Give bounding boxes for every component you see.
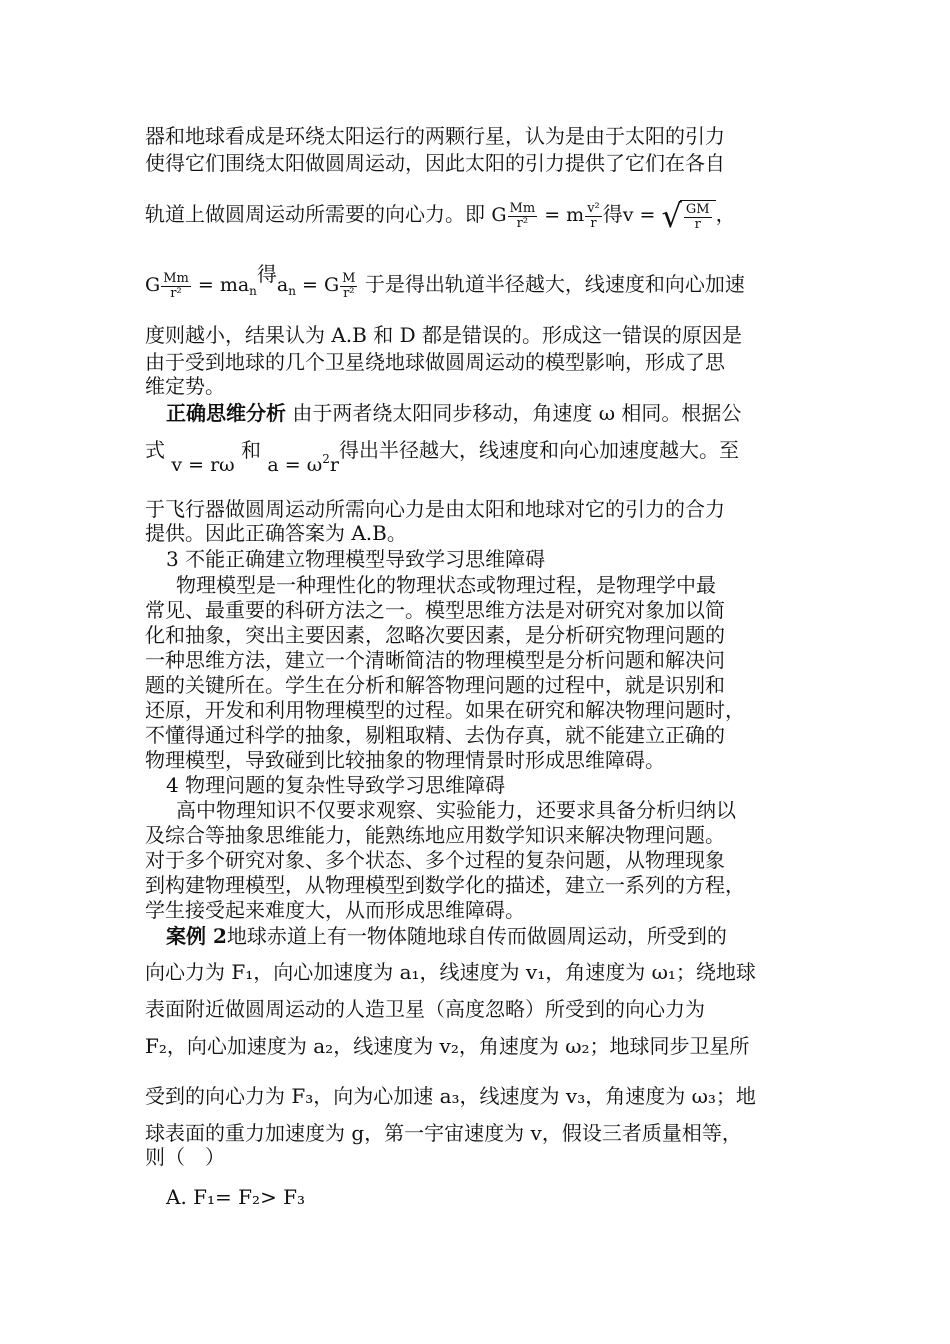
paragraph-line: 到构建物理模型，从物理模型到数学化的描述，建立一系列的方程，: [145, 873, 745, 897]
paragraph-line: 还原，开发和利用物理模型的过程。如果在研究和解决物理问题时，: [145, 698, 745, 722]
formula-gravity: G $\frac{Mm}{\text{r²}}$ = m $\frac{\text{v²}}{r}$: [491, 200, 600, 231]
text-span: 由于两者绕太阳同步移动，角速度 ω 相同。根据公: [292, 401, 742, 425]
case-label: 案例 2: [166, 924, 227, 948]
paragraph-line: 由于受到地球的几个卫星绕地球做圆周运动的模型影响，形成了思: [145, 350, 725, 374]
case-line: F₂，向心加速度为 a₂，线速度为 v₂，角速度为 ω₂；地球同步卫星所: [145, 1034, 750, 1058]
text-span: 得: [256, 262, 277, 286]
section-heading: 3 不能正确建立物理模型导致学习思维障碍: [166, 547, 546, 571]
paragraph-line: 常见、最重要的科研方法之一。模型思维方法是对研究对象加以简: [145, 598, 725, 622]
paragraph-line: 一种思维方法，建立一个清晰简洁的物理模型是分析问题和解决问: [145, 648, 725, 672]
paragraph-line: 高中物理知识不仅要求观察、实验能力，还要求具备分析归纳以: [176, 798, 736, 822]
paragraph-line: 及综合等抽象思维能力，能熟练地应用数学知识来解决物理问题。: [145, 823, 725, 847]
case-line: [166, 924, 727, 948]
text-span: 地球赤道上有一物体随地球自传而做圆周运动，所受到的: [226, 924, 727, 948]
text-span: ，: [715, 202, 736, 226]
paragraph-line: 度则越小，结果认为 A.B 和 D 都是错误的。形成这一错误的原因是: [145, 323, 742, 347]
paragraph-line: 维定势。: [145, 374, 225, 398]
text-span: 和: [241, 438, 262, 462]
text-span: 于是得出轨道半径越大，线速度和向心加速: [364, 272, 745, 296]
formula-a-omega: $a = \omega^2r$: [267, 452, 339, 476]
case-line: 受到的向心力为 F₃，向为心加速 a₃，线速度为 v₃，角速度为 ω₃；地: [145, 1084, 756, 1108]
paragraph-line: 不懂得通过科学的抽象，剔粗取精、去伪存真，就不能建立正确的: [145, 723, 725, 747]
paragraph-line: 对于多个研究对象、多个状态、多个过程的复杂问题，从物理现象: [145, 848, 725, 872]
paragraph-line: 提供。因此正确答案为 A.B。: [145, 521, 407, 545]
text-span: 式: [145, 438, 165, 462]
paragraph-line: 题的关键所在。学生在分析和解答物理问题的过程中，就是识别和: [145, 673, 725, 697]
formula-line: [145, 438, 739, 477]
paragraph-line: 学生接受起来难度大，从而形成思维障碍。: [145, 898, 525, 922]
paragraph-line: 于飞行器做圆周运动所需向心力是由太阳和地球对它的引力的合力: [145, 497, 725, 521]
text-span: 得: [602, 202, 623, 226]
case-line: 球表面的重力加速度为 g，第一宇宙速度为 v，假设三者质量相等，: [145, 1121, 742, 1145]
case-line: 表面附近做圆周运动的人造卫星（高度忽略）所受到的向心力为: [145, 997, 705, 1021]
text-span: 得出半径越大，线速度和向心加速度越大。至: [338, 438, 739, 462]
formula-acceleration: G $\frac{Mm}{\text{r²}}$ = $ma_n$: [145, 270, 257, 301]
paragraph-line: 物理模型是一种理性化的物理状态或物理过程，是物理学中最: [176, 573, 716, 597]
paragraph-line: 器和地球看成是环绕太阳运行的两颗行星，认为是由于太阳的引力: [145, 124, 725, 148]
formula-v-r-omega: v = rω: [171, 454, 235, 476]
paragraph-line: 化和抽象，突出主要因素，忽略次要因素，是分析研究物理问题的: [145, 623, 725, 647]
formula-line: [166, 401, 741, 425]
case-line: 则（ ）: [145, 1145, 225, 1169]
formula-line: [145, 197, 736, 235]
option-a: A. F₁= F₂> F₃: [166, 1185, 306, 1209]
formula-acceleration-result: $a_n = G$ $\frac{M}{\text{r²}}$: [276, 270, 356, 301]
paragraph-line: 使得它们围绕太阳做圆周运动，因此太阳的引力提供了它们在各自: [145, 151, 725, 175]
section-heading: 正确思维分析: [166, 401, 286, 425]
case-line: 向心力为 F₁，向心加速度为 a₁，线速度为 v₁，角速度为 ω₁；绕地球: [145, 960, 756, 984]
text-span: 轨道上做圆周运动所需要的向心力。即: [145, 202, 485, 226]
formula-line: [145, 262, 745, 303]
section-heading: 4 物理问题的复杂性导致学习思维障碍: [166, 773, 506, 797]
formula-velocity: v = √ $\frac{GM}{r}$: [623, 204, 716, 226]
paragraph-line: 物理模型，导致碰到比较抽象的物理情景时形成思维障碍。: [145, 748, 665, 772]
